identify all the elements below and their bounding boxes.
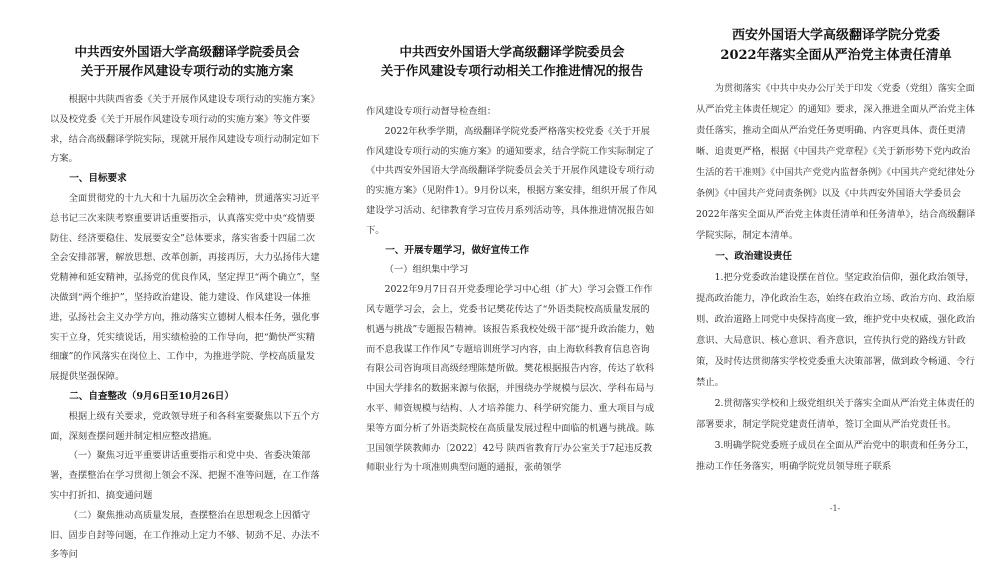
page3-title-line-1: 西安外国语大学高级翻译学院分党委 [731,28,940,43]
page2-heading-1: 一、开展专题学习，做好宣传工作 [385,244,530,256]
page3-item-1: 1.把分党委政治建设摆在首位。坚定政治信仰，强化政治领导，提高政治能力，净化政治生态，始终在政治立场、政治方向、政治原则、政治道路上同党中央保持高度一致，维护党中央权威，强化政治意识、大局意识、核心意识、看齐意识，宣传执行党的路线方针政策，及时传达贯彻落实学校党委重大决策部署，做到政令畅通、令行禁止。 [696,272,975,388]
page2-title-line-1: 中共西安外国语大学高级翻译学院委员会 [399,44,625,59]
page3-heading-1: 一、政治建设责任 [715,251,792,262]
page1-section1-body: 全面贯彻党的十九大和十九届历次全会精神，贯通落实习近平总书记三次来陕考察重要讲话重要指示，认真落实党中央“疫情要防住、经济要稳住、发展要安全”总体要求，落实省委十四届二次全会安排部署，解放思想、改革创新，再接再厉，大力弘扬伟大建党精神和延安精神，弘扬党的优良作风，坚定捍卫“两个确立”，坚决做到“两个维护”，坚持政治建设、能力建设、作风建设一体推进，弘扬社会主义办学方向，推动落实立德树人根本任务，强化事实干立身，凭实绩说话，用实绩检验的工作导向，把“勤快严实精细廉”的作风落实在岗位上、工作中，为推进学院、学校高质量发展提供坚强保障。 [50,192,320,383]
page2-sub-1: （一）组织集中学习 [384,264,469,276]
document-page-1 [0,0,338,563]
page1-item-1: （一）聚焦习近平重要讲话重要指示和党中央、省委决策部署，查摆整治在学习贯彻上领会不深、把握不准等问题，在工作落实中打折扣、搞变通问题 [50,450,320,501]
page3-title [696,26,976,66]
page1-section1-heading: 一、目标要求 [69,173,127,185]
page2-title-line-2: 关于作风建设专项行动相关工作推进情况的报告 [380,63,644,78]
page3-page-number: -1- [829,504,841,513]
page1-section2-body: 根据上级有关要求，党政领导班子和各科室要聚焦以下五个方面，深刻查摆问题并制定相应整改措施。 [50,410,320,442]
page2-addressee: 作风建设专项行动督导检查组： [366,106,497,117]
document-page-2 [338,0,670,563]
page1-item-2: （二）聚焦推动高质量发展，查摆整治在思想观念上因循守旧、固步自封等问题，在工作推动上定力不够、韧劲不足、办法不多等问 [50,509,320,561]
page3-intro: 为贯彻落实《中共中央办公厅关于印发〈党委（党组）落实全面从严治党主体责任规定〉的通知》要求，深入推进全面从严治党主体责任落实，推动全面从严治党任务更明确、内容更具体、责任更清晰、追责更严格，根据《中国共产党章程》《关于新形势下党内政治生活的若干准则》《中国共产党党内监督条例》《中国共产党纪律处分条例》《中国共产党问责条例》以及《中共西安外国语大学委员会2022年落实全面从严治党主体责任清单和任务清单》，结合高级翻译学院实际，制定本清单。 [696,83,976,241]
page3-item-3: 3.明确学院党委班子成员在全面从严治党中的职责和任务分工，推动工作任务落实，明确学院党员领导班子联系 [696,440,975,472]
page1-section2-heading: 二、自查整改（9月6日至10月26日） [69,390,234,402]
document-page-3 [670,0,1000,563]
page2-body-1: 2022年9月7日召开党委理论学习中心组（扩大）学习会暨工作作风专题学习会，会上，党委书记樊花传达了“外语类院校高质量发展的机遇与挑战”专题报告精神。该报告系我校处级干部“提升政治能力，勉而不息我谋工作作风”专题培训班学习内容，由上海软科教育信息咨询有限公司咨询项目高级经理陈楚所做。樊花根据报告内容，传达了软科中国大学排名的数据来源与依据，并围绕办学规模与层次、学科布局与水平、师资规模与结构、人才培养能力、科学研究能力、重大项目与成果等方面分析了外语类院校在高质量发展过程中面临的机遇与挑战。陈卫国领学陕教师办〔2022〕42号 陕西省教育厅办公室关于7起违反教师职业行为十项准则典型问题的通报，张萌领学 [366,284,655,474]
page1-intro: 根据中共陕西省委《关于开展作风建设专项行动的实施方案》以及校党委《关于开展作风建设专项行动的实施方案》等文件要求，结合高级翻译学院实际，现就开展作风建设专项行动制定如下方案。 [50,94,320,165]
page1-title [50,42,324,80]
page1-title-line-2: 关于开展作风建设专项行动的实施方案 [80,63,294,78]
page3-item-2: 2.贯彻落实学校和上级党组织关于落实全面从严治党主体责任的部署要求，制定学院党建责任清单，签订全面从严治党责任书。 [696,398,975,430]
page1-title-line-1: 中共西安外国语大学高级翻译学院委员会 [74,44,300,59]
page2-title [366,42,658,80]
page3-title-line-2: 2022年落实全面从严治党主体责任清单 [720,48,952,63]
page2-intro: 2022年秋季学期，高级翻译学院党委严格落实校党委《关于开展作风建设专项行动的实施方案》的通知要求，结合学院工作实际制定了《中共西安外国语大学高级翻译学院委员会关于开展作风建设专项行动的实施方案》（见附件1）。9月份以来，根据方案安排，组织开展了作风建设学习活动、纪律教育学习宣传月系列活动等，具体推进情况报告如下。 [366,125,657,236]
